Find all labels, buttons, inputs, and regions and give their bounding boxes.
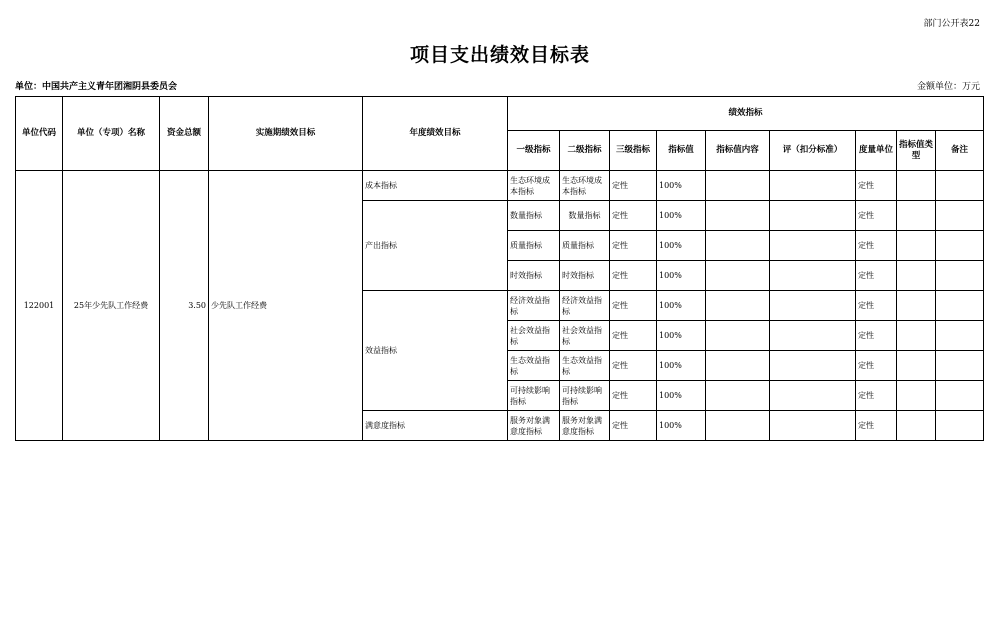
indicator-remark [936, 261, 984, 291]
indicator-value: 100% [657, 351, 706, 381]
indicator-level3: 定性 [610, 261, 657, 291]
indicator-value-type [897, 411, 936, 441]
page-title: 项目支出绩效目标表 [409, 44, 590, 66]
indicator-level1: 服务对象满意度指标 [508, 411, 560, 441]
indicator-remark [936, 381, 984, 411]
form-number: 部门公开表22 [923, 19, 980, 29]
indicator-value-type [897, 351, 936, 381]
indicator-value-content [706, 291, 770, 321]
indicator-value-type [897, 171, 936, 201]
header-value-content: 指标值内容 [706, 131, 770, 171]
indicator-value-content [706, 321, 770, 351]
indicator-measure-unit: 定性 [856, 351, 897, 381]
indicator-value-type [897, 201, 936, 231]
indicator-value-type [897, 231, 936, 261]
header-measure-unit: 度量单位 [856, 131, 897, 171]
indicator-level3: 定性 [610, 201, 657, 231]
indicator-measure-unit: 定性 [856, 381, 897, 411]
indicator-level1: 社会效益指标 [508, 321, 560, 351]
indicator-level1: 经济效益指标 [508, 291, 560, 321]
indicator-value: 100% [657, 381, 706, 411]
header-unit-code: 单位代码 [16, 97, 63, 171]
indicator-level3: 定性 [610, 321, 657, 351]
indicator-remark [936, 321, 984, 351]
indicator-level2: 生态效益指标 [560, 351, 610, 381]
indicator-level3: 定性 [610, 351, 657, 381]
indicator-level1: 可持续影响指标 [508, 381, 560, 411]
group-output: 产出指标 [363, 201, 508, 291]
indicator-value: 100% [657, 171, 706, 201]
indicator-measure-unit: 定性 [856, 321, 897, 351]
indicator-level1: 数量指标 [508, 201, 560, 231]
currency-unit: 金额单位：万元 [916, 82, 980, 92]
indicator-value-type [897, 381, 936, 411]
header-value: 指标值 [657, 131, 706, 171]
project-amount: 3.50 [160, 171, 209, 441]
indicator-level2: 时效指标 [560, 261, 610, 291]
indicator-level2: 可持续影响指标 [560, 381, 610, 411]
indicator-remark [936, 231, 984, 261]
indicator-remark [936, 201, 984, 231]
indicator-measure-unit: 定性 [856, 201, 897, 231]
indicator-level2: 数量指标 [560, 201, 610, 231]
header-period-goal: 实施期绩效目标 [209, 97, 363, 171]
indicator-level3: 定性 [610, 171, 657, 201]
indicator-scoring [770, 291, 856, 321]
group-benefit: 效益指标 [363, 291, 508, 411]
indicator-scoring [770, 201, 856, 231]
header-perf-indicators: 绩效指标 [508, 97, 984, 131]
indicator-level2: 质量指标 [560, 231, 610, 261]
header-level2: 二级指标 [560, 131, 610, 171]
indicator-remark [936, 171, 984, 201]
indicator-value-content [706, 351, 770, 381]
header-remark: 备注 [936, 131, 984, 171]
header-level3: 三级指标 [610, 131, 657, 171]
indicator-level3: 定性 [610, 291, 657, 321]
indicator-scoring [770, 231, 856, 261]
indicator-level1: 时效指标 [508, 261, 560, 291]
indicator-value: 100% [657, 201, 706, 231]
indicator-scoring [770, 411, 856, 441]
indicator-measure-unit: 定性 [856, 231, 897, 261]
indicator-scoring [770, 171, 856, 201]
indicator-level1: 质量指标 [508, 231, 560, 261]
indicator-scoring [770, 381, 856, 411]
header-value-type: 指标值类型 [897, 131, 936, 171]
indicator-value-content [706, 171, 770, 201]
indicator-level1: 生态效益指标 [508, 351, 560, 381]
indicator-level2: 服务对象满意度指标 [560, 411, 610, 441]
project-period-goal: 少先队工作经费 [209, 171, 363, 441]
indicator-level2: 社会效益指标 [560, 321, 610, 351]
project-name: 25年少先队工作经费 [63, 171, 160, 441]
group-satisfaction: 满意度指标 [363, 411, 508, 441]
project-code: 122001 [16, 171, 63, 441]
indicator-value: 100% [657, 231, 706, 261]
header-annual-goal: 年度绩效目标 [363, 97, 508, 171]
indicator-remark [936, 351, 984, 381]
indicator-level3: 定性 [610, 231, 657, 261]
indicator-level2: 生态环境成本指标 [560, 171, 610, 201]
indicator-level3: 定性 [610, 381, 657, 411]
indicator-value-content [706, 201, 770, 231]
indicator-value: 100% [657, 321, 706, 351]
indicator-measure-unit: 定性 [856, 411, 897, 441]
indicator-value-type [897, 291, 936, 321]
indicator-scoring [770, 261, 856, 291]
indicator-value: 100% [657, 261, 706, 291]
indicator-measure-unit: 定性 [856, 261, 897, 291]
indicator-value: 100% [657, 411, 706, 441]
header-unit-name: 单位（专项）名称 [63, 97, 160, 171]
header-total-funds: 资金总额 [160, 97, 209, 171]
indicator-value-type [897, 321, 936, 351]
header-level1: 一级指标 [508, 131, 560, 171]
header-scoring: 评（扣分标准） [770, 131, 856, 171]
indicator-value-content [706, 231, 770, 261]
indicator-scoring [770, 321, 856, 351]
indicator-remark [936, 291, 984, 321]
indicator-value-content [706, 381, 770, 411]
indicator-value-content [706, 261, 770, 291]
indicator-level3: 定性 [610, 411, 657, 441]
performance-table [15, 96, 984, 441]
indicator-value-content [706, 411, 770, 441]
reporting-unit: 单位：中国共产主义青年团湘阴县委员会 [15, 82, 178, 92]
indicator-scoring [770, 351, 856, 381]
indicator-level2: 经济效益指标 [560, 291, 610, 321]
indicator-remark [936, 411, 984, 441]
indicator-level1: 生态环境成本指标 [508, 171, 560, 201]
indicator-value: 100% [657, 291, 706, 321]
indicator-value-type [897, 261, 936, 291]
table-row [16, 171, 984, 201]
group-cost: 成本指标 [363, 171, 508, 201]
indicator-measure-unit: 定性 [856, 291, 897, 321]
indicator-measure-unit: 定性 [856, 171, 897, 201]
